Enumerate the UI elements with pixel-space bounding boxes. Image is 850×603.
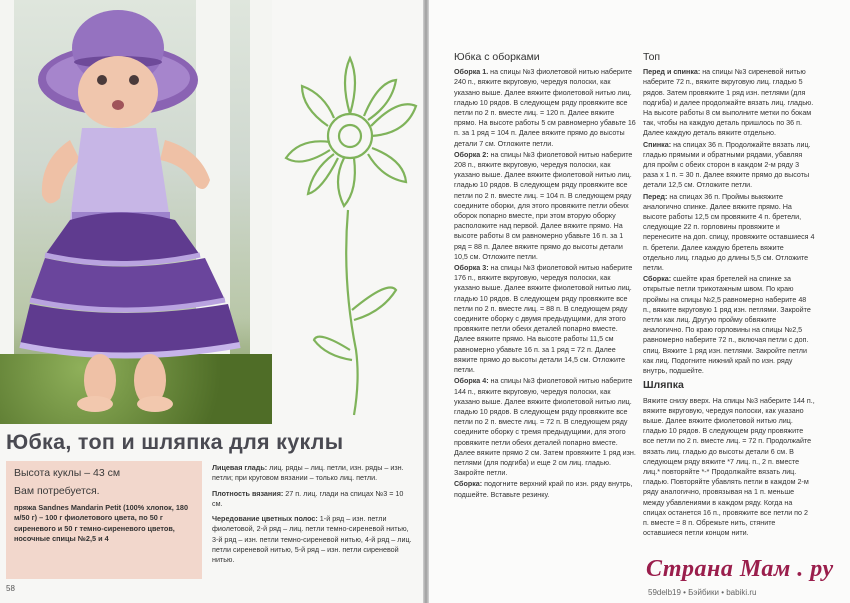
doll-photo: [0, 0, 272, 424]
spec-paragraph: [212, 489, 412, 510]
instruction-text: на спицах 36 п. Проймы выкяжите аналогично спинке. Далее вяжите прямо. На высоте работы 12,5 см провяжите 4 п. бретели, следующие 22 п. горловины провяжите и перенесите на доп. спицу, провяжите оставшиеся 4 п. бретели. Далее каждую бретель вяжите отдельно лиц. гладью до длины 5,5 см. Отложите петли.: [643, 192, 815, 273]
instruction-text: на спицы №3 фиолетовой нитью наберите 208 п., вяжите вкруговую, чередуя полоски, как указано выше. Далее вяжите фиолетовой нитью лиц. гладью 10 рядов. В следующем ряду провяжите все петли по 2 п. вместе лиц. = 104 п. В следующем ряду соедините оборки, для этого провяжите петли обеих оборок попарно вместе, при этом вторую оборку расположите над первой. Далее вяжите прямо. На высоте работы 8 см равномерно убавьте 16 п. за 1 ряд = 88 п. Далее вяжите прямо до высоты детали 10,5 см. Отложите петли.: [454, 150, 633, 261]
skirt-heading: Юбка с оборками: [454, 51, 540, 63]
spec-label: Лицевая гладь:: [212, 463, 268, 472]
materials-text: пряжа Sandnes Mandarin Petit (100% хлопок, 180 м/50 г) – 100 г фиолетового цвета, по 50 г сиреневого и 50 г темно-сиреневого цветов, носочные спицы №2,5 и 4: [14, 503, 189, 544]
footer-credit: 59delb19 • Бэйбики • babiki.ru: [648, 588, 757, 597]
instruction-paragraph: [454, 376, 636, 478]
instruction-label: Оборка 1.: [454, 68, 489, 77]
instruction-text: сшейте края бретелей на спинке за открытые петли трикотажным швом. По краю проймы на спицы №2,5 равномерно наберите 48 п., вяжите вкруговую 1 ряд изн. петлями. Закройте петли как лиц. Другую пройму обвяжите аналогично. По краю горловины на спицы №2,5 равномерно наберите 72 п., включая петли с доп. спиц. Вяжите 1 ряд изн. петлями. Закройте петли как лиц. Подогните нижний край по изн. ряду внутрь, подшейте.: [643, 275, 811, 376]
spec-paragraph: [212, 463, 412, 484]
spec-label: Плотность вязания:: [212, 488, 284, 498]
instruction-paragraph: [454, 263, 636, 375]
instruction-text: на спицах 36 п. Продолжайте вязать лиц. гладью прямыми и обратными рядами, убавляя для пройм с обеих сторон в каждом 2-м ряду 3 раза х 1 п. = 30 п. Далее вяжите прямо до высоты детали 12,5 см. Отложите петли.: [643, 140, 811, 190]
instruction-text: подогните верхний край по изн. ряду внутрь, подшейте. Вставьте резинку.: [454, 480, 633, 499]
spec-paragraph: [212, 514, 412, 565]
materials-box: [6, 461, 202, 579]
instruction-label: Оборка 4:: [454, 377, 489, 386]
instruction-label: Перед и спинка:: [643, 68, 701, 77]
instruction-text: на спицы №3 сиреневой нитью наберите 72 п., вяжите вкруговую лиц. гладью 5 рядов. Затем провяжите 1 ряд изн. петлями (для подгиба) и далее продолжайте вязать лиц. гладью. На высоте работы 8 см выполните метки по бокам так, чтобы на каждую деталь пришлось по 36 п. Далее каждую деталь вяжите отдельно.: [643, 68, 814, 138]
instruction-paragraph: [454, 479, 636, 499]
instruction-paragraph: [643, 140, 815, 191]
skirt-column: [454, 52, 636, 501]
materials-heading: Вам потребуется.: [14, 485, 100, 497]
instruction-paragraph: [643, 192, 815, 274]
site-watermark: Страна Мам . ру: [646, 556, 834, 582]
instruction-label: Сборка:: [454, 480, 483, 489]
top-column: [643, 52, 815, 539]
doll-illustration: [0, 0, 272, 424]
top-heading: Топ: [643, 51, 661, 63]
instruction-text: на спицы №3 фиолетовой нитью наберите 144 п., вяжите вкруговую, чередуя полоски, как указано выше. Далее вяжите фиолетовой нитью лиц. гладью 10 рядов. В следующем ряду провяжите все петли по 2 п. вместе лиц. = 72 п. В следующем ряду соедините оборку с тремя предыдущими, для этого провяжите петли обеих деталей попарно вместе. Далее вяжите прямо 2 см. Затем провяжите 1 ряд изн. петлями (для подгиба) и еще 2 см лиц. гладью. Закройте петли.: [454, 377, 636, 478]
instruction-label: Перед:: [643, 192, 668, 201]
instruction-label: Спинка:: [643, 140, 672, 149]
instruction-paragraph: [643, 67, 815, 138]
page-spine: [423, 0, 429, 603]
doll-height: Высота куклы – 43 см: [14, 467, 121, 479]
flower-ornament: [278, 50, 418, 420]
spec-text: лиц. ряды – лиц. петли, изн. ряды – изн. петли; при круговом вязании – только лиц. петли.: [212, 463, 404, 483]
hat-heading: Шляпка: [643, 379, 684, 392]
spec-text: 27 п. лиц. глади на спицах №3 = 10 см.: [212, 488, 404, 508]
page-number: 58: [6, 584, 15, 593]
instruction-label: Оборка 2:: [454, 150, 489, 159]
instruction-label: Сборка:: [643, 275, 672, 284]
instruction-text: на спицы №3 фиолетовой нитью наберите 176 п., вяжите вкруговую, чередуя полоски, как указано выше. Далее вяжите фиолетовой нитью лиц. гладью 10 рядов. В следующем ряду провяжите все петли по 2 п. вместе лиц. = 88 п. В следующем ряду соедините оборку с двумя предыдущими, для этого провяжите петли обеих деталей попарно вместе. Далее вяжите прямо. На высоте работы 11,5 см равномерно убавьте 16 п. за 1 ряд = 72 п. Далее вяжите прямо до высоты детали 14,5 см. Отложите петли.: [454, 264, 633, 375]
spec-label: Чередование цветных полос:: [212, 514, 318, 524]
instruction-label: Оборка 3:: [454, 264, 489, 273]
page-title: Юбка, топ и шляпка для куклы: [6, 430, 344, 454]
instruction-text: на спицы №3 фиолетовой нитью наберите 240 п., вяжите вкруговую, чередуя полоски, как указано выше. Далее вяжите фиолетовой нитью лиц. гладью 10 рядов. В следующем ряду провяжите все петли по 2 п. вместе лиц. = 120 п. Далее вяжите прямо. На высоте работы 5 см равномерно убавьте 16 п. за 1 ряд = 104 п. Далее вяжите прямо до высоты детали 7 см. Отложите петли.: [454, 68, 636, 148]
spec-text: 1-й ряд – изн. петли фиолетовой, 2-й ряд – лиц. петли темно-сиреневой нитью, 3-й ряд – изн. петли темно-сиреневой нитью, 4-й ряд – лиц. петли сиреневой нитью, 5-й ряд – изн. петли сиреневой нитью.: [212, 514, 412, 565]
instruction-paragraph: [643, 274, 815, 376]
instruction-paragraph: [454, 67, 636, 149]
instruction-paragraph: [454, 150, 636, 262]
hat-instructions: Вяжите снизу вверх. На спицы №3 наберите 144 п., вяжите вкруговую, чередуя полоски, как указано выше. Далее вяжите фиолетовой нитью лиц. гладью 10 рядов. В следующем ряду провяжите все петли по 2 п. вместе лиц. = 72 п. Продолжайте вязать лиц. гладью до высоты детали 6 см. В следующем ряду вяжите *7 лиц. п., 2 п. вместе лиц.* повторяйте *-* Продолжайте вязать лиц. гладью. Повторяйте убавлять петли в каждом 2-м ряду аналогично, провязывая на 1 п. меньше между убавлениями в каждом ряду. Когда на спицах останется 16 п., провяжите все петли по 2 п. вместе = 8 п. Обрежьте нить, стяните оставшиеся петли концом нити.: [643, 396, 815, 538]
technique-notes: [212, 463, 412, 571]
